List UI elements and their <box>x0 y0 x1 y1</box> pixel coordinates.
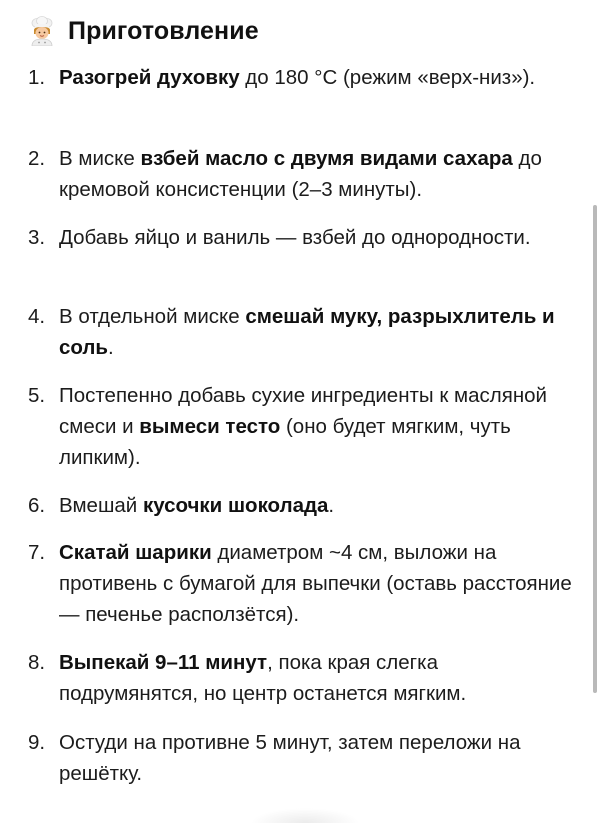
step-plain-text: Остуди на противне 5 минут, затем переложи на решётку. <box>59 731 521 785</box>
step-number: 1. <box>28 66 46 89</box>
step-plain-text: до кремовой консистенции (2–3 минуты). <box>59 147 542 201</box>
step-number: 4. <box>28 305 46 328</box>
step-bold-text: Скатай шарики <box>59 541 212 564</box>
step-text <box>59 62 579 93</box>
step-text <box>59 301 579 363</box>
step-text <box>59 490 579 521</box>
step-plain-text: диаметром ~4 см, выложи на противень с бумагой для выпечки (оставь расстояние — печенье расползётся). <box>59 541 572 626</box>
step-number: 3. <box>28 226 46 249</box>
step-bold-text: вымеси тесто <box>139 415 281 438</box>
step-plain-text: Добавь яйцо и ваниль — взбей до однородности. <box>59 226 531 249</box>
step-plain-text: В отдельной миске <box>59 305 246 328</box>
step-plain-text: Вмешай <box>59 494 143 517</box>
step-number: 7. <box>28 541 46 564</box>
step-text <box>59 647 579 709</box>
chef-emoji-icon <box>28 16 56 46</box>
scroll-shadow <box>250 808 360 823</box>
step-plain-text: , пока края слегка подрумянятся, но центр останется мягким. <box>59 651 467 705</box>
step-bold-text: кусочки шоколада <box>142 494 329 517</box>
step-text <box>59 727 579 789</box>
step-plain-text: Постепенно добавь сухие ингредиенты к масляной смеси и <box>59 384 547 438</box>
section-heading <box>28 12 259 50</box>
step-number: 2. <box>28 147 46 170</box>
step-bold-text: Выпекай 9–11 минут <box>59 651 268 674</box>
step-text <box>59 222 579 253</box>
step-number: 5. <box>28 384 46 407</box>
step-bold-text: смешай муку, разрыхлитель и соль <box>59 305 555 359</box>
step-number: 8. <box>28 651 46 674</box>
section-title: Приготовление <box>68 16 259 45</box>
scrollbar-thumb[interactable] <box>593 205 597 693</box>
step-plain-text: . <box>328 494 335 517</box>
step-number: 9. <box>28 731 46 754</box>
step-text <box>59 143 579 205</box>
step-text <box>59 537 579 630</box>
step-text <box>59 380 579 473</box>
step-plain-text: . <box>108 336 114 359</box>
step-plain-text: (оно будет мягким, чуть липким). <box>59 415 511 469</box>
step-bold-text: Разогрей духовку <box>59 66 240 89</box>
step-plain-text: до 180 °C (режим «верх-низ»). <box>239 66 536 89</box>
step-plain-text: В миске <box>59 147 141 170</box>
step-bold-text: взбей масло с двумя видами сахара <box>140 147 513 170</box>
step-number: 6. <box>28 494 46 517</box>
